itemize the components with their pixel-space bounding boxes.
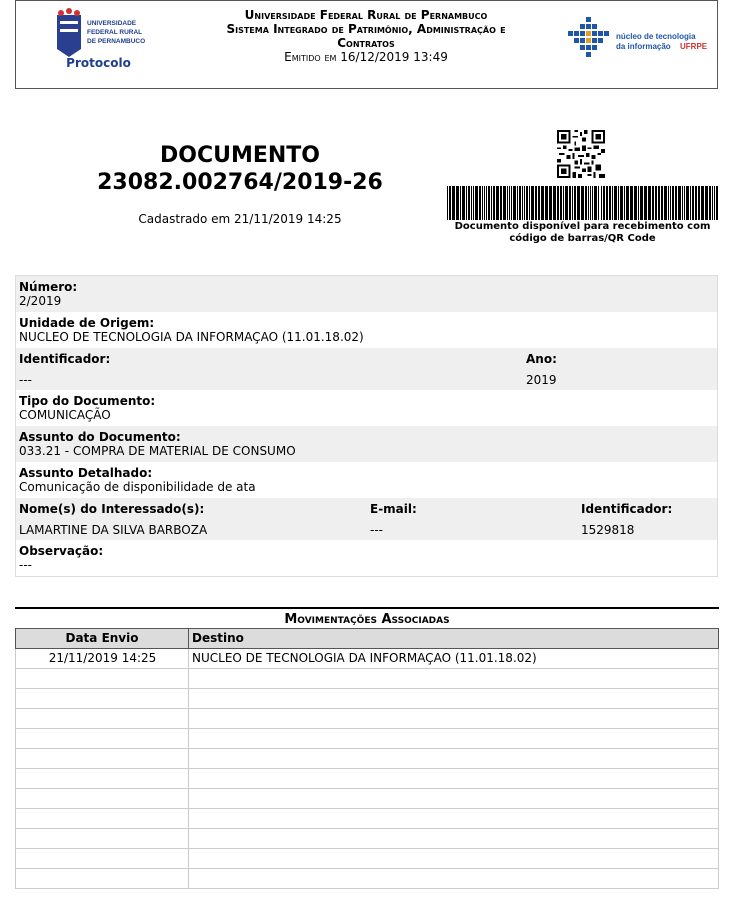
row-assunto — [16, 426, 717, 462]
document-title — [40, 142, 440, 196]
cell-destination — [192, 829, 712, 848]
row-numero — [16, 276, 717, 312]
table-row — [15, 829, 719, 849]
cell-destination — [192, 729, 712, 748]
table-row — [15, 709, 719, 729]
table-row — [15, 729, 719, 749]
cell-date — [16, 769, 189, 788]
cell-destination: NUCLEO DE TECNOLOGIA DA INFORMAÇAO (11.01.18.02) — [192, 651, 537, 665]
cell-destination — [192, 809, 712, 828]
table-row — [15, 869, 719, 889]
table-row — [15, 789, 719, 809]
cell-date — [16, 869, 189, 888]
cell-date — [16, 729, 189, 748]
barcode-caption — [447, 221, 718, 245]
barcode-caption-line2: código de barras/QR Code — [509, 233, 656, 244]
nti-logo-line-2: da informação — [616, 42, 671, 51]
interessado-label: Nome(s) do Interessado(s): — [19, 502, 205, 516]
row-identificador — [16, 348, 717, 390]
detalhado-value: Comunicação de disponibilidade de ata — [19, 480, 256, 494]
numero-label: Número: — [19, 280, 78, 294]
cell-destination — [192, 869, 712, 888]
row-interessado — [16, 498, 717, 540]
nti-logo-line-3: UFRPE — [680, 42, 708, 51]
column-header-date: Data Envio — [15, 628, 189, 649]
table-row — [15, 809, 719, 829]
cell-date — [16, 749, 189, 768]
observacao-value: --- — [19, 558, 32, 572]
header-title — [166, 8, 566, 64]
column-divider — [188, 649, 189, 889]
cell-date — [16, 849, 189, 868]
system-name-line2: Contratos — [337, 36, 395, 50]
cell-date — [16, 809, 189, 828]
id-interessado-label: Identificador: — [581, 502, 673, 516]
barcode — [447, 186, 718, 220]
cell-date — [16, 789, 189, 808]
ano-value: 2019 — [526, 373, 557, 387]
movements-divider — [15, 607, 719, 609]
table-row — [15, 769, 719, 789]
column-header-destination: Destino — [188, 628, 719, 649]
unidade-label: Unidade de Origem: — [19, 316, 155, 330]
ano-label: Ano: — [526, 352, 557, 366]
document-label: DOCUMENTO — [159, 143, 320, 168]
module-name: Protocolo — [66, 56, 131, 70]
logo-line-2: FEDERAL RURAL — [87, 29, 143, 36]
document-number: 23082.002764/2019-26 — [97, 170, 383, 195]
id-interessado-value: 1529818 — [581, 523, 635, 537]
row-unidade — [16, 312, 717, 348]
email-value: --- — [370, 523, 383, 537]
barcode-caption-line1: Documento disponível para recebimento com — [454, 221, 711, 232]
table-row — [15, 649, 719, 669]
cell-date: 21/11/2019 14:25 — [48, 651, 157, 665]
qr-code — [557, 130, 605, 178]
cell-date — [16, 829, 189, 848]
table-row — [15, 669, 719, 689]
cell-destination — [192, 749, 712, 768]
identificador-label: Identificador: — [19, 352, 111, 366]
movements-title: Movimentações Associadas — [284, 612, 450, 627]
cell-destination — [192, 709, 712, 728]
table-row — [15, 749, 719, 769]
cell-date — [16, 689, 189, 708]
table-row — [15, 689, 719, 709]
movements-table — [15, 628, 719, 889]
row-tipo — [16, 390, 717, 426]
cell-date — [16, 709, 189, 728]
cell-destination — [192, 849, 712, 868]
identificador-value: --- — [19, 373, 32, 387]
interessado-value: LAMARTINE DA SILVA BARBOZA — [19, 523, 208, 537]
detalhado-label: Assunto Detalhado: — [19, 466, 153, 480]
system-name-line1: Sistema Integrado de Patrimônio, Administração e — [226, 22, 506, 36]
row-observacao — [16, 540, 717, 576]
assunto-value: 033.21 - COMPRA DE MATERIAL DE CONSUMO — [19, 444, 296, 458]
tipo-value: COMUNICAÇÃO — [19, 408, 111, 422]
emission-date: Emitido em 16/12/2019 13:49 — [284, 50, 448, 64]
report-header — [15, 0, 718, 89]
cell-destination — [192, 769, 712, 788]
tipo-label: Tipo do Documento: — [19, 394, 156, 408]
unidade-value: NUCLEO DE TECNOLOGIA DA INFORMAÇAO (11.01.18.02) — [19, 330, 364, 344]
cell-date — [16, 669, 189, 688]
document-details — [15, 275, 718, 577]
logo-line-3: DE PERNAMBUCO — [87, 38, 146, 45]
registration-date: Cadastrado em 21/11/2019 14:25 — [138, 212, 342, 226]
nti-logo — [566, 17, 711, 61]
assunto-label: Assunto do Documento: — [19, 430, 181, 444]
row-detalhado — [16, 462, 717, 498]
email-label: E-mail: — [370, 502, 417, 516]
cell-destination — [192, 669, 712, 688]
table-row — [15, 849, 719, 869]
logo-line-1: UNIVERSIDADE — [87, 20, 137, 27]
university-name: Universidade Federal Rural de Pernambuco — [244, 8, 488, 22]
numero-value: 2/2019 — [19, 294, 62, 308]
cell-destination — [192, 689, 712, 708]
cell-destination — [192, 789, 712, 808]
nti-logo-line-1: núcleo de tecnologia — [616, 32, 696, 41]
observacao-label: Observação: — [19, 544, 104, 558]
